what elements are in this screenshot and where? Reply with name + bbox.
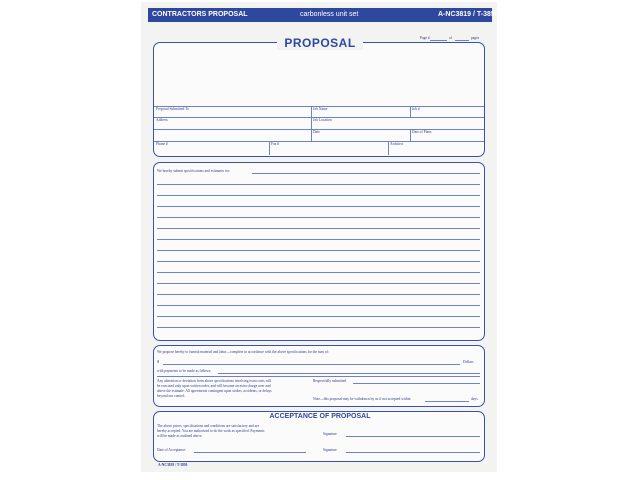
pages-label: pages (471, 36, 480, 40)
page-total-line[interactable] (455, 40, 469, 41)
specifications-box (153, 162, 485, 341)
spec-line[interactable] (157, 316, 480, 317)
date-of-acceptance-label: Date of Acceptance: (157, 448, 187, 452)
grid-line (154, 141, 484, 142)
signature-label-1: Signature (323, 432, 337, 436)
spec-line[interactable] (157, 250, 480, 251)
page-number-line[interactable] (430, 40, 447, 41)
respectfully-line[interactable] (353, 383, 480, 384)
days-label: days. (471, 397, 479, 401)
dollar-sign: $ (157, 359, 160, 364)
acceptance-line-1: The above prices, specifications and conditions are satisfactory and are (157, 424, 260, 428)
alteration-line-2: be executed only upon written order, and will become an extra charge over and (157, 384, 271, 388)
grid-divider (410, 129, 411, 141)
signature-label-2: Signature (323, 448, 337, 452)
payments-line[interactable] (218, 373, 480, 374)
signature-line-2[interactable] (346, 452, 480, 453)
acceptance-title: ACCEPTANCE OF PROPOSAL (269, 413, 371, 420)
payments-line-2[interactable] (157, 376, 480, 377)
grid-divider (269, 141, 270, 155)
grid-divider (410, 106, 411, 117)
acceptance-line-2: hereby accepted. You are authorized to do the work as specified. Payments (157, 429, 265, 433)
spec-line[interactable] (157, 195, 480, 196)
spec-line[interactable] (157, 228, 480, 229)
job-location-label: Job Location (313, 118, 332, 122)
alteration-line-4: beyond our control. (157, 394, 186, 398)
dollars-label: Dollars (463, 360, 474, 364)
signature-line-1[interactable] (346, 436, 480, 437)
spec-line[interactable] (157, 327, 480, 328)
alteration-line-1: Any alteration or deviation from above specifications involving extra costs will (157, 379, 272, 383)
job-name-label: Job Name (313, 107, 328, 111)
page-of-label: of (449, 36, 452, 40)
header-bar (148, 8, 499, 22)
propose-text: We propose hereby to furnish material and labor—complete in accordance with the above specifications for the sum of: (157, 350, 329, 354)
date-of-acceptance-line[interactable] (194, 452, 306, 453)
fax-label: Fax # (271, 142, 280, 146)
header-center: carbonless unit set (300, 11, 359, 18)
date-label: Date (313, 130, 320, 134)
spec-line[interactable] (157, 206, 480, 207)
respectfully-submitted-label: Respectfully submitted (313, 379, 347, 383)
days-line[interactable] (425, 401, 469, 402)
spec-line[interactable] (157, 217, 480, 218)
spec-line[interactable] (157, 305, 480, 306)
page-number-label: Page # (420, 36, 430, 40)
footer-code: A-NC3819 / T-3850 (158, 463, 188, 467)
job-number-label: Job # (412, 107, 420, 111)
acceptance-line-3: will be made as outlined above. (157, 434, 203, 438)
address-label: Address (156, 118, 168, 122)
spec-line[interactable] (157, 283, 480, 284)
spec-line[interactable] (157, 294, 480, 295)
proposal-submitted-to-label: Proposal Submitted To (156, 107, 189, 111)
grid-divider (311, 106, 312, 141)
grid-divider (388, 141, 389, 155)
architect-label: Architect (390, 142, 404, 146)
spec-line[interactable] (157, 239, 480, 240)
proposal-box (153, 42, 485, 157)
payments-label: with payments to be made as follows: (157, 369, 212, 373)
page-title: PROPOSAL (277, 36, 363, 50)
spec-line[interactable] (157, 261, 480, 262)
header-right: A-NC3819 / T-3850 (438, 11, 499, 18)
spec-line[interactable] (157, 272, 480, 273)
header-left: CONTRACTORS PROPOSAL (152, 11, 248, 18)
note-text: Note—this proposal may be withdrawn by us if not accepted within (313, 397, 411, 401)
spec-line[interactable] (157, 184, 480, 185)
sum-line[interactable] (163, 364, 460, 365)
date-of-plans-label: Date of Plans (412, 130, 432, 134)
spec-line[interactable] (252, 173, 480, 174)
specs-intro: We hereby submit specifications and estimates for: (157, 169, 231, 173)
alteration-line-3: above the estimate. All agreements contingent upon strikes, accidents, or delays (157, 389, 272, 393)
phone-label: Phone # (156, 142, 168, 146)
